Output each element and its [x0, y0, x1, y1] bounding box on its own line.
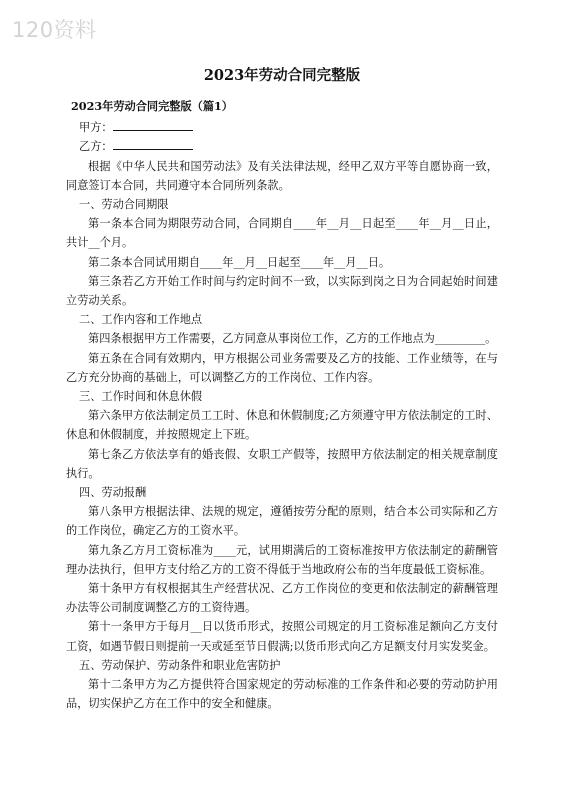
party-b-label: 乙方：	[79, 140, 113, 154]
clause-4: 第四条根据甲方工作需要，乙方同意从事岗位工作，乙方的工作地点为_________。	[88, 332, 497, 346]
clause-2: 第二条本合同试用期自____年__月__日起至____年__月__日。	[88, 255, 391, 269]
section-heading-pay: 四、劳动报酬	[79, 486, 147, 500]
section-heading-hours: 三、工作时间和休息休假	[79, 390, 203, 404]
clause-10: 第十条甲方有权根据其生产经营状况、乙方工作岗位的变更和依法制定的薪酬管理办法等公司制度调整乙方的工资待遇。	[66, 582, 498, 615]
document-title: 2023年劳动合同完整版	[203, 67, 361, 84]
intro-paragraph: 根据《中华人民共和国劳动法》及有关法律法规，经甲乙双方平等自愿协商一致，同意签订本合同，共同遵守本合同所列条款。	[66, 159, 498, 192]
section-heading-work: 二、工作内容和工作地点	[79, 313, 203, 327]
document-body	[66, 66, 498, 714]
clause-11: 第十一条甲方于每月__日以货币形式，按照公司规定的月工资标准足额向乙方支付工资，如遇节假日则提前一天或延至节日假满;以货币形式向乙方足额支付月实发奖金。	[66, 620, 498, 653]
section-heading-protection: 五、劳动保护、劳动条件和职业危害防护	[79, 658, 281, 672]
party-a-label: 甲方：	[79, 121, 113, 135]
clause-7: 第七条乙方依法享有的婚丧假、女职工产假等，按照甲方依法制定的相关规章制度执行。	[66, 447, 498, 480]
section-heading-term: 一、劳动合同期限	[79, 198, 169, 212]
clause-8: 第八条甲方根据法律、法规的规定，遵循按劳分配的原则，结合本公司实际和乙方的工作岗位，确定乙方的工资水平。	[66, 505, 498, 538]
watermark-logo: 120资料	[12, 18, 97, 42]
party-a-blank	[113, 119, 193, 131]
document-subtitle: 2023年劳动合同完整版（篇1）	[71, 99, 233, 113]
party-b-line	[79, 137, 498, 156]
party-b-blank	[113, 138, 193, 150]
clause-1: 第一条本合同为期限劳动合同，合同期自____年__月__日起至____年__月__日止，共计__个月。	[66, 217, 498, 250]
clause-12: 第十二条甲方为乙方提供符合国家规定的劳动标准的工作条件和必要的劳动防护用品，切实保护乙方在工作中的安全和健康。	[66, 678, 498, 711]
clause-9: 第九条乙方月工资标准为____元，试用期满后的工资标准按甲方依法制定的薪酬管理办法执行，但甲方支付给乙方的工资不得低于当地政府公布的当年度最低工资标准。	[66, 543, 498, 576]
clause-5: 第五条在合同有效期内，甲方根据公司业务需要及乙方的技能、工作业绩等，在与乙方充分协商的基础上，可以调整乙方的工作岗位、工作内容。	[66, 351, 498, 384]
clause-3: 第三条若乙方开始工作时间与约定时间不一致，以实际到岗之日为合同起始时间建立劳动关系。	[66, 274, 498, 308]
party-a-line	[79, 118, 498, 137]
clause-6: 第六条甲方依法制定员工工时、休息和休假制度;乙方须遵守甲方依法制定的工时、休息和休假制度，并按照规定上下班。	[66, 409, 498, 442]
